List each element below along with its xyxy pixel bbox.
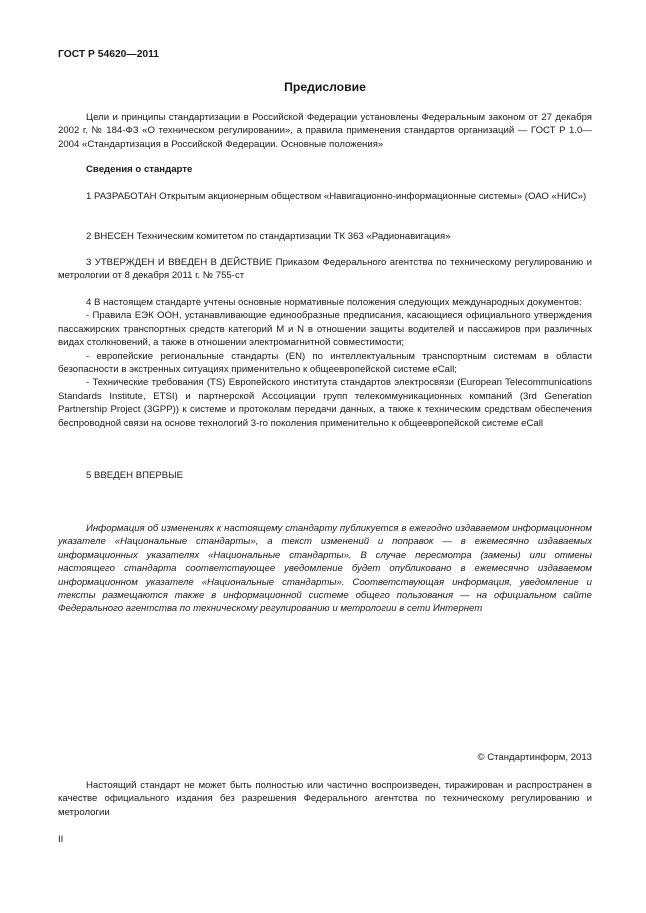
item-4-list-item: - Технические требования (TS) Европейского института стандартов электросвязи (European Telecommunications Standards Institute, ETSI) и партнерской Ассоциации групп телекоммуникационных компаний (3rd Generation Partnership Project (3GPP)) к системе и протоколам передачи данных, а также к техническим средствам обеспечения беспроводной связи на основе технологий 3-го поколения применительно к общеевропейской системе eCall bbox=[58, 377, 592, 429]
item-3-block bbox=[58, 256, 592, 283]
notice-block bbox=[58, 522, 592, 616]
item-4-list-item: - Правила ЕЭК ООН, устанавливающие единообразные предписания, касающиеся официального утверждения пассажирских транспортных средств категорий M и N в отношении защиты водителей и пассажиров при различных видах столкновений, а также в отношении электромагнитной совместимости; bbox=[58, 310, 592, 349]
document-page bbox=[58, 0, 592, 913]
page-number: II bbox=[58, 834, 64, 845]
legal-block bbox=[58, 779, 592, 819]
legal-paragraph: Настоящий стандарт не может быть полностью или частично воспроизведен, тиражирован и распространен в качестве официального издания без разрешения Федерального агентства по техническому регулированию и метрологии bbox=[58, 780, 592, 818]
item-1: 1 РАЗРАБОТАН Открытым акционерным обществом «Навигационно-информационные системы» (ОАО «НИС») bbox=[86, 191, 587, 202]
item-3: 3 УТВЕРЖДЕН И ВВЕДЕН В ДЕЙСТВИЕ Приказом Федерального агентства по техническому регулированию и метрологии от 8 декабря 2011 г. № 755-ст bbox=[58, 257, 592, 282]
copyright: © Стандартинформ, 2013 bbox=[477, 752, 592, 763]
item-4-list-item: - европейские региональные стандарты (EN) по интеллектуальным транспортным системам в области безопасности в экстренных ситуациях применительно к общеевропейской системе eCall; bbox=[58, 350, 592, 376]
intro-paragraph-block bbox=[58, 111, 592, 151]
document-code: ГОСТ Р 54620—2011 bbox=[58, 49, 160, 60]
item-5: 5 ВВЕДЕН ВПЕРВЫЕ bbox=[86, 470, 184, 481]
notice-paragraph: Информация об изменениях к настоящему стандарту публикуется в ежегодно издаваемом информационном указателе «Национальные стандарты», а текст изменений и поправок — в ежемесячно издаваемых информационных указателях «Национальные стандарты». В случае пересмотра (замены) или отмены настоящего стандарта соответствующее уведомление будет опубликовано в ежемесячно издаваемом информационном указателе «Национальные стандарты». Соответствующая информация, уведомление и тексты размещаются также в информационной системе общего пользования — на официальном сайте Федерального агентства по техническому регулированию и метрологии в сети Интернет bbox=[58, 523, 592, 615]
section-heading: Сведения о стандарте bbox=[86, 164, 193, 175]
item-5-block bbox=[58, 469, 592, 482]
item-4-block bbox=[58, 296, 592, 430]
item-4-intro: 4 В настоящем стандарте учтены основные нормативные положения следующих международных документов: bbox=[86, 297, 582, 308]
item-1-block bbox=[58, 190, 592, 203]
item-2-block bbox=[58, 230, 592, 243]
item-2: 2 ВНЕСЕН Техническим комитетом по стандартизации ТК 363 «Радионавигация» bbox=[86, 231, 451, 242]
page-title: Предисловие bbox=[284, 80, 366, 94]
intro-paragraph: Цели и принципы стандартизации в Российской Федерации установлены Федеральным законом от 27 декабря 2002 г. № 184-ФЗ «О техническом регулировании», а правила применения стандартов организаций — ГОСТ Р 1.0—2004 «Стандартизация в Российской Федерации. Основные положения» bbox=[58, 112, 592, 150]
